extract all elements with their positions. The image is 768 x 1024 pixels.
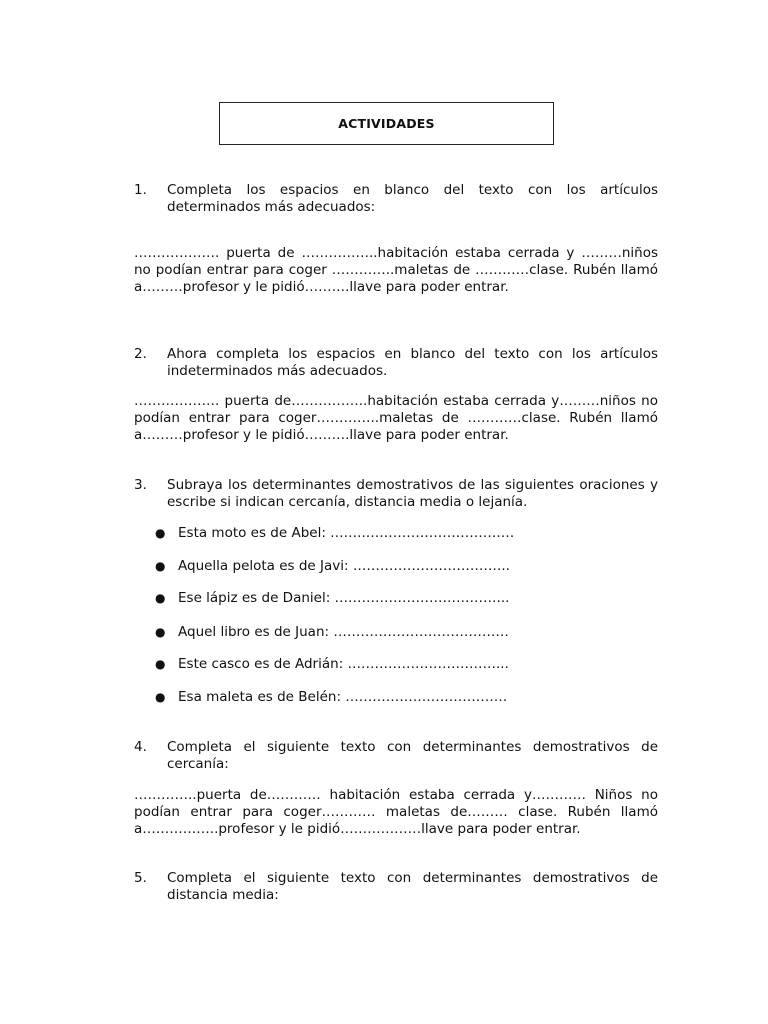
bullet-text: Esta moto es de Abel: ……..……………………………: [178, 525, 515, 541]
question-3: [134, 477, 658, 511]
question-text: Completa el siguiente texto con determinantes demostrativos de distancia media:: [167, 870, 658, 903]
list-item: [155, 558, 510, 575]
bullet-text: Aquel libro es de Juan: …………………………………: [178, 624, 509, 640]
question-4: [134, 739, 658, 773]
question-number: 4.: [134, 739, 147, 755]
question-5: [134, 870, 658, 904]
question-text: Subraya los determinantes demostrativos de las siguientes oraciones y escribe si indican cercanía, distancia media o lejanía.: [167, 477, 658, 510]
question-text: Ahora completa los espacios en blanco del texto con los artículos indeterminados más adecuados.: [167, 346, 658, 379]
bullet-icon: ●: [155, 526, 166, 540]
bullet-text: Aquella pelota es de Javi: ……………………………..: [178, 558, 510, 574]
list-item: [155, 624, 509, 641]
bullet-icon: ●: [155, 625, 166, 639]
bullet-icon: ●: [155, 690, 166, 704]
question-number: 2.: [134, 346, 147, 362]
question-2: [134, 346, 658, 380]
question-1: [134, 182, 658, 216]
question-text: Completa los espacios en blanco del texto con los artículos determinados más adecuados:: [167, 182, 658, 215]
list-item: [155, 525, 514, 542]
list-item: [155, 590, 509, 607]
question-1-paragraph: ………………. puerta de ……………..habitación estaba cerrada y ………niños no podían entrar para coger …………..maletas de …………clase. Rubén llamó a………profesor y le pidió……….llave para poder entrar.: [134, 245, 658, 295]
question-number: 5.: [134, 870, 147, 886]
title-box: [219, 102, 554, 145]
bullet-icon: ●: [155, 657, 166, 671]
question-number: 1.: [134, 182, 147, 198]
bullet-icon: ●: [155, 591, 166, 605]
bullet-text: Este casco es de Adrián: ……………………………...: [178, 656, 509, 672]
list-item: [155, 656, 509, 673]
question-2-paragraph: ………………. puerta de……………..habitación estaba cerrada y………niños no podían entrar para coger…………..maletas de …………clase. Rubén llamó a………profesor y le pidió……….llave para poder entrar.: [134, 393, 658, 443]
question-number: 3.: [134, 477, 147, 493]
bullet-icon: ●: [155, 559, 166, 573]
page-title: ACTIVIDADES: [338, 116, 435, 131]
question-4-paragraph: …………..puerta de………… habitación estaba cerrada y………… Niños no podían entrar para coger………… maletas de……… clase. Rubén llamó a……………..profesor y le pidió………………llave para poder entrar.: [134, 787, 658, 837]
question-text: Completa el siguiente texto con determinantes demostrativos de cercanía:: [167, 739, 658, 772]
list-item: [155, 689, 507, 706]
bullet-text: Esa maleta es de Belén: ………………………………: [178, 689, 508, 705]
bullet-text: Ese lápiz es de Daniel: ………………………………...: [178, 590, 510, 606]
